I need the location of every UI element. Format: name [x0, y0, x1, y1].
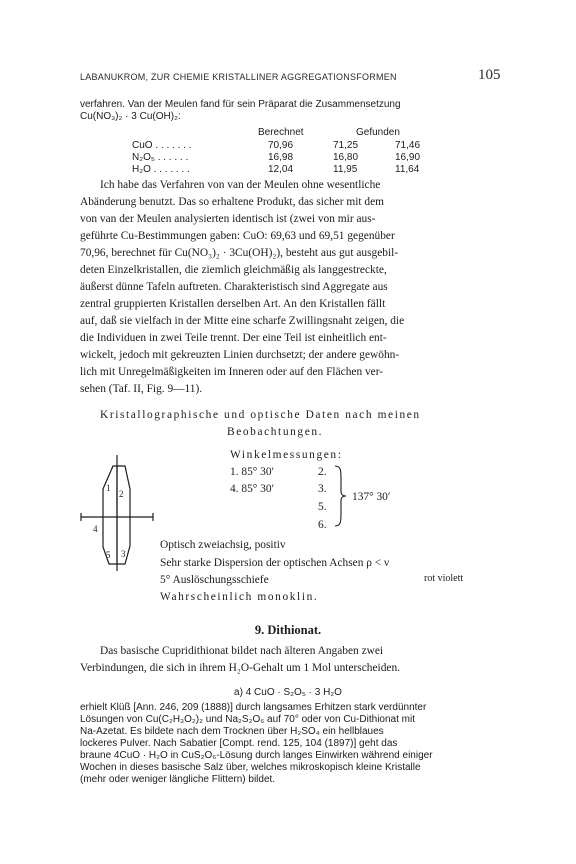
subsection-heading: a) 4 CuO · S₂O₅ · 3 H₂O — [234, 687, 342, 698]
table-cell-berechnet: 16,98 — [268, 152, 294, 163]
ausloeschung-line: 5° Auslöschungsschiefe — [160, 574, 269, 586]
running-title: LABANUKROM, ZUR CHEMIE KRISTALLINER AGGREGATIONSFORMEN — [80, 72, 397, 82]
angle-num: 2. — [318, 466, 327, 478]
table-row-formula: H₂O . . . . . . . — [132, 164, 190, 175]
table-cell-gefunden-1: 71,25 — [333, 140, 359, 151]
paragraph-line: 70,96, berechnet für Cu(NO₃)₂ · 3Cu(OH)₂), besteht aus gut ausgebil- — [80, 247, 399, 259]
crystal-section-title: Kristallographische und optische Daten nach meinen — [100, 409, 421, 421]
figure-label: 3 — [121, 549, 126, 559]
angle-label: 1. 85° 30′ — [230, 466, 275, 478]
optisch-line: Optisch zweiachsig, positiv — [160, 539, 286, 551]
dispersion-line: Sehr starke Dispersion der optischen Achsen ρ < ν — [160, 557, 390, 569]
table-cell-gefunden-2: 11,64 — [395, 164, 420, 175]
table-header-berechnet: Berechnet — [258, 127, 304, 138]
figure-label: 2 — [119, 489, 124, 499]
angle-num: 5. — [318, 501, 327, 513]
small-line: Lösungen von Cu(C₂H₃O₂)₂ und Na₂S₂O₆ auf 70° oder von Cu-Dithionat mit — [80, 714, 416, 725]
paragraph-line: lich mit Unregelmäßigkeiten im Inneren oder auf den Flächen ver- — [80, 366, 384, 378]
crystal-figure — [77, 454, 157, 572]
paragraph-line: Das basische Cupridithionat bildet nach älteren Angaben zwei — [100, 645, 384, 657]
table-cell-gefunden-2: 71,46 — [395, 140, 421, 151]
paragraph-line: auf, daß sie vielfach in der Mitte eine scharfe Zwillingsnaht zeigen, die — [80, 315, 405, 327]
small-line: braune 4CuO · H₂O in CuS₂O₆-Lösung durch langes Einwirken während einiger — [80, 750, 433, 761]
table-row-formula: CuO . . . . . . . — [132, 140, 192, 151]
table-cell-gefunden-2: 16,90 — [395, 152, 421, 163]
paragraph-line: die Individuen in zwei Teile trennt. Der eine Teil ist einheitlich ent- — [80, 332, 387, 344]
monoklin-line: Wahrscheinlich monoklin. — [160, 591, 319, 603]
bracket-value: 137° 30′ — [352, 491, 391, 503]
small-line: Na-Azetat. Es bildete nach dem Trocknen über H₂SO₄ ein hellblaues — [80, 726, 384, 737]
paragraph-line: wickelt, jedoch mit gekreuzten Linien durchsetzt; der andere gewöhn- — [80, 349, 400, 361]
crystal-section-subtitle: Beobachtungen. — [227, 426, 324, 438]
paragraph-line: Ich habe das Verfahren von van der Meulen ohne wesentliche — [100, 179, 381, 191]
paragraph-line: Abänderung benutzt. Das so erhaltene Produkt, das sicher mit dem — [80, 196, 384, 208]
figure-label: 1 — [106, 483, 111, 493]
curly-brace — [333, 465, 347, 527]
paragraph-line: äußerst dünne Tafeln auftreten. Charakteristisch sind Aggregate aus — [80, 281, 388, 293]
small-line: Wochen in dieses basische Salz über, welches mikroskopisch kleine Kristalle — [80, 762, 421, 773]
table-row-formula: N₂O₅ . . . . . . — [132, 152, 189, 163]
figure-label: 4 — [93, 524, 98, 534]
table-cell-berechnet: 70,96 — [268, 140, 294, 151]
section-heading: 9. Dithionat. — [254, 623, 322, 637]
intro-line-2: Cu(NO₃)₂ · 3 Cu(OH)₂: — [80, 111, 181, 122]
angle-label: 4. 85° 30′ — [230, 483, 275, 495]
paragraph-line: Verbindungen, die sich in ihrem H₂O-Gehalt um 1 Mol unterscheiden. — [80, 662, 400, 674]
table-cell-gefunden-1: 11,95 — [333, 164, 358, 175]
figure-label: 5 — [106, 550, 111, 560]
winkel-title: Winkelmessungen: — [230, 449, 343, 461]
paragraph-line: deten Einzelkristallen, die ziemlich gleichmäßig als langgestreckte, — [80, 264, 387, 276]
intro-line-1: verfahren. Van der Meulen fand für sein Präparat die Zusammensetzung — [80, 99, 401, 110]
angle-num: 6. — [318, 519, 327, 531]
small-line: (mehr oder weniger längliche Flittern) bildet. — [80, 774, 276, 785]
table-header-gefunden: Gefunden — [356, 127, 400, 138]
angle-num: 3. — [318, 483, 327, 495]
table-cell-gefunden-1: 16,80 — [333, 152, 359, 163]
small-line: erhielt Klüß [Ann. 246, 209 (1888)] durch langsames Erhitzen stark verdünnter — [80, 702, 427, 713]
page-number: 105 — [478, 67, 501, 83]
paragraph-line: zentral gruppierten Kristallen derselben Art. An den Kristallen fällt — [80, 298, 386, 310]
paragraph-line: von van der Meulen analysierten identisch ist (zwei von mir aus- — [80, 213, 376, 225]
table-cell-berechnet: 12,04 — [268, 164, 294, 175]
small-line: lockeres Pulver. Nach Sabatier [Compt. rend. 125, 104 (1897)] geht das — [80, 738, 398, 749]
paragraph-line: sehen (Taf. II, Fig. 9—11). — [80, 383, 203, 395]
paragraph-line: geführte Cu-Bestimmungen gaben: CuO: 69,63 und 69,51 gegenüber — [80, 230, 395, 242]
rot-violett-label: rot violett — [424, 573, 464, 584]
